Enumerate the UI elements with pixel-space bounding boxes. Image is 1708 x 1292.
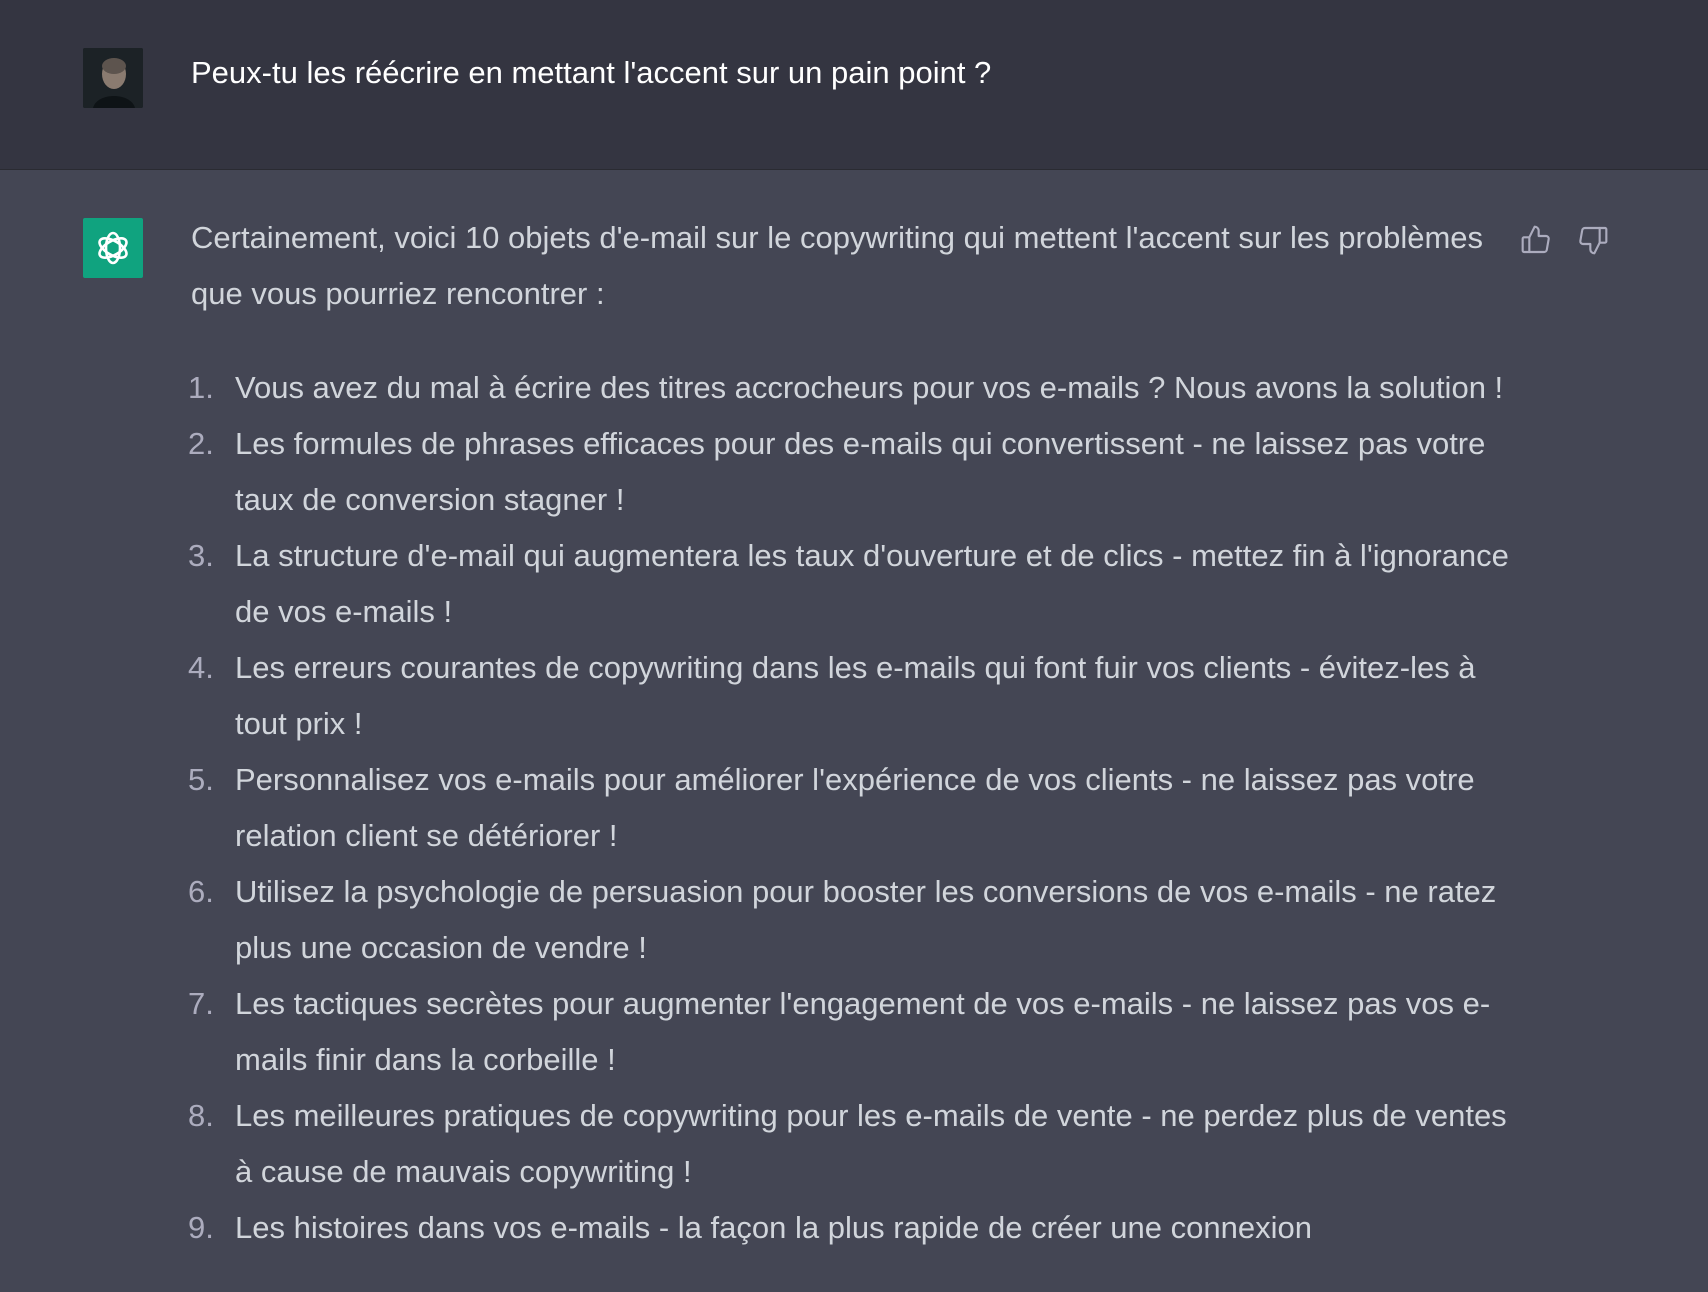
list-text: Personnalisez vos e-mails pour améliorer l'expérience de vos clients - ne laissez pas votre relation client se détériorer !	[235, 762, 1475, 853]
subject-list	[188, 360, 1511, 1256]
user-message-row	[0, 0, 1708, 170]
thumbs-up-button[interactable]	[1518, 222, 1554, 258]
assistant-message-row	[0, 170, 1708, 1292]
list-item	[188, 360, 1511, 416]
list-number: 7.	[188, 986, 214, 1021]
thumbs-down-icon	[1577, 224, 1609, 256]
assistant-message	[188, 210, 1511, 1256]
assistant-intro: Certainement, voici 10 objets d'e-mail sur le copywriting qui mettent l'accent sur les problèmes que vous pourriez rencontrer :	[191, 220, 1484, 311]
user-message-text: Peux-tu les réécrire en mettant l'accent sur un pain point ?	[191, 55, 992, 90]
list-text: Les tactiques secrètes pour augmenter l'engagement de vos e-mails - ne laissez pas vos e-mails finir dans la corbeille !	[235, 986, 1491, 1077]
list-text: Les formules de phrases efficaces pour des e-mails qui convertissent - ne laissez pas votre taux de conversion stagner !	[235, 426, 1486, 517]
thumbs-up-icon	[1520, 224, 1552, 256]
list-text: Vous avez du mal à écrire des titres accrocheurs pour vos e-mails ? Nous avons la solution !	[235, 370, 1504, 405]
list-number: 4.	[188, 650, 214, 685]
list-item	[188, 1088, 1511, 1200]
list-text: Les erreurs courantes de copywriting dans les e-mails qui font fuir vos clients - évitez-les à tout prix !	[235, 650, 1476, 741]
list-text: La structure d'e-mail qui augmentera les taux d'ouverture et de clics - mettez fin à l'ignorance de vos e-mails !	[235, 538, 1509, 629]
list-number: 2.	[188, 426, 214, 461]
list-number: 6.	[188, 874, 214, 909]
list-item	[188, 976, 1511, 1088]
list-item	[188, 752, 1511, 864]
user-avatar	[83, 48, 143, 108]
list-item	[188, 1200, 1511, 1256]
openai-logo-icon	[83, 218, 143, 278]
list-text: Les histoires dans vos e-mails - la façon la plus rapide de créer une connexion	[235, 1210, 1312, 1245]
list-number: 8.	[188, 1098, 214, 1133]
list-number: 5.	[188, 762, 214, 797]
list-number: 3.	[188, 538, 214, 573]
list-item	[188, 640, 1511, 752]
list-number: 9.	[188, 1210, 214, 1245]
list-text: Utilisez la psychologie de persuasion pour booster les conversions de vos e-mails - ne ratez plus une occasion de vendre !	[235, 874, 1497, 965]
thumbs-down-button[interactable]	[1575, 222, 1611, 258]
user-avatar-photo	[83, 48, 143, 108]
list-item	[188, 528, 1511, 640]
list-item	[188, 864, 1511, 976]
list-number: 1.	[188, 370, 214, 405]
list-item	[188, 416, 1511, 528]
list-text: Les meilleures pratiques de copywriting pour les e-mails de vente - ne perdez plus de ventes à cause de mauvais copywriting !	[235, 1098, 1507, 1189]
